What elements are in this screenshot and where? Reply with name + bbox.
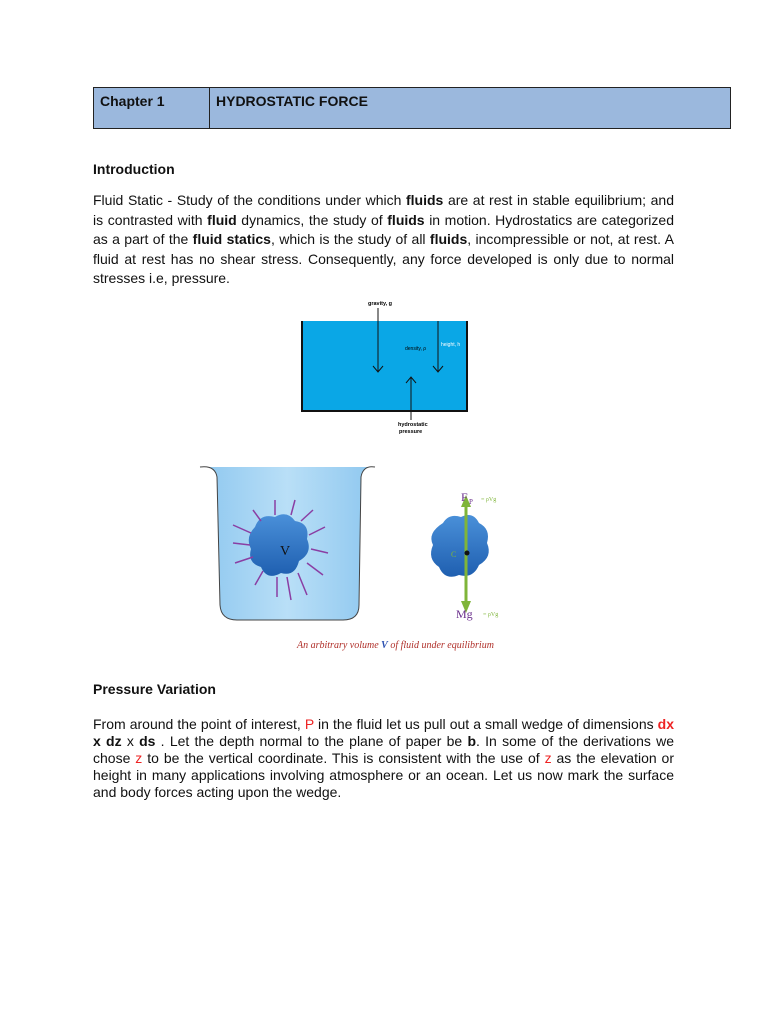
intro-text-4: in motion. Hydrostatics are categorized as a part of the <box>93 211 674 247</box>
pv-text-1: From around the point of interest, <box>93 716 305 732</box>
water-body <box>302 321 467 411</box>
pressure-label-1: hydrostatic <box>398 422 428 428</box>
intro-text-6: , incompressible or not, at rest. A fluid at rest has no shear stress. Consequently, any force developed is only due to normal stresses i.e, pressure. <box>93 231 674 286</box>
introduction-heading: Introduction <box>93 161 175 177</box>
chapter-title: HYDROSTATIC FORCE <box>216 93 368 109</box>
pv-b: b <box>467 733 477 749</box>
figure-caption: An arbitrary volume V of fluid under equilibrium <box>297 640 494 651</box>
force-down-label: Mg <box>456 607 473 621</box>
pressure-variation-heading: Pressure Variation <box>93 681 216 697</box>
intro-text-2: are at rest in stable equilibrium; and is contrasted with <box>93 192 674 228</box>
intro-text-3: dynamics, the study of <box>236 211 388 228</box>
pv-text-5: to be the vertical coordinate. This is consistent with the use of <box>142 750 545 766</box>
intro-bold-5: fluids <box>429 231 468 247</box>
pv-dx: dx <box>657 716 675 732</box>
gravity-label: gravity, g <box>368 301 393 307</box>
pv-text-4: . In some of the derivations we chose <box>93 733 675 766</box>
pressure-variation-paragraph <box>93 716 674 801</box>
intro-text-1: Fluid Static - Study of the conditions under which <box>93 192 406 208</box>
pv-text-3: . Let the depth normal to the plane of paper be <box>155 733 468 749</box>
pv-point-p: P <box>304 716 314 732</box>
pv-x1: x <box>93 733 107 749</box>
intro-text-5: , which is the study of all <box>270 231 430 247</box>
chapter-header-table <box>93 87 731 129</box>
hydrostatic-tank-figure <box>300 296 470 436</box>
height-label: height, h <box>441 342 461 348</box>
center-point <box>465 551 470 556</box>
volume-equilibrium-figure <box>195 455 580 655</box>
center-label: C <box>451 550 457 559</box>
pressure-label-2: pressure <box>399 429 423 435</box>
pv-x2: x <box>121 733 140 749</box>
force-up-equation: = ρVg <box>481 497 497 503</box>
pv-dz: dz <box>106 733 122 749</box>
free-body-blob <box>431 515 489 577</box>
intro-bold-3: fluids <box>387 211 425 228</box>
pv-ds: ds <box>139 733 156 749</box>
pv-text-2: in the fluid let us pull out a small wedge of dimensions <box>313 716 658 732</box>
pv-z2: z <box>544 750 552 766</box>
volume-label: V <box>280 544 291 559</box>
intro-bold-2: fluid <box>207 211 237 228</box>
force-up-label: F <box>461 490 468 504</box>
intro-bold-1: fluids <box>406 192 444 208</box>
introduction-paragraph <box>93 191 674 289</box>
pv-text-6: as the elevation or height in many applications involving atmosphere or an ocean. Let us now mark the surface and body forces acting upon the wedge. <box>93 750 675 800</box>
chapter-number: Chapter 1 <box>94 88 210 128</box>
pv-z1: z <box>135 750 143 766</box>
intro-bold-4: fluid statics <box>192 231 271 247</box>
force-up-subscript: P <box>469 498 473 506</box>
density-label: density, ρ <box>405 346 427 352</box>
force-down-equation: = ρVg <box>483 612 499 618</box>
